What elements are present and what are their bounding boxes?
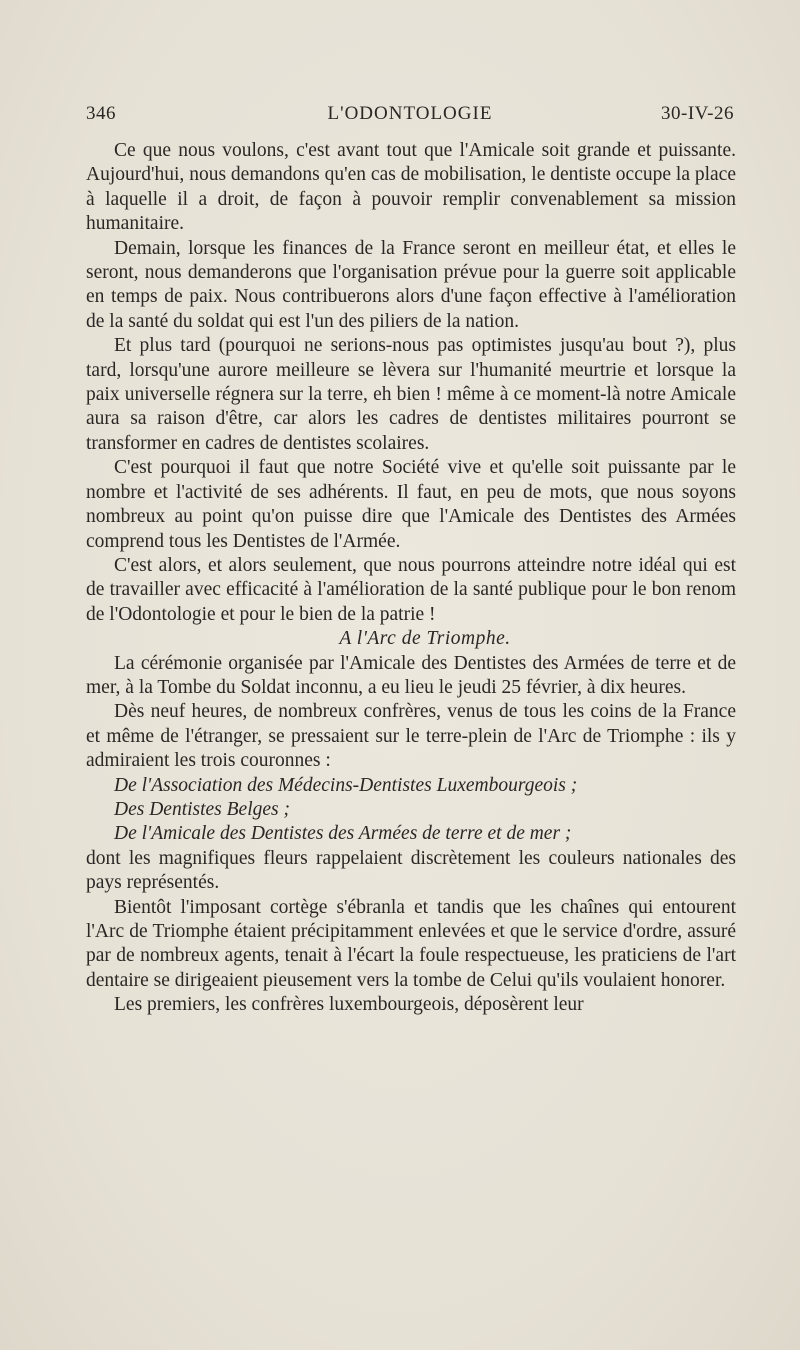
paragraph: C'est pourquoi il faut que notre Société vive et qu'elle soit puissante par le nombre et l'activité de ses adhérents. Il faut, en peu de mots, que nous soyons nombreux au point qu'on puisse dire que l'Amicale des Dentistes des Armées comprend tous les Dentistes de l'Armée.: [86, 457, 736, 552]
section-heading: A l'Arc de Triomphe.: [339, 628, 511, 650]
page-number: 346: [86, 103, 116, 124]
wreath-dedication: Des Dentistes Belges ;: [114, 798, 290, 820]
paragraph: Et plus tard (pourquoi ne serions-nous pas optimistes jusqu'au bout ?), plus tard, lorsqu'une aurore meilleure se lèvera sur l'humanité meurtrie et lorsque la paix universelle régnera sur la terre, eh bien ! même à ce moment-là notre Amicale aura sa raison d'être, car alors les cadres de dentistes militaires pourront se transformer en cadres de dentistes scolaires.: [86, 335, 736, 454]
issue-date: 30-IV-26: [661, 103, 734, 124]
paragraph: C'est alors, et alors seulement, que nous pourrons atteindre notre idéal qui est de travailler avec efficacité à l'amélioration de la santé publique pour le bon renom de l'Odontologie et pour le bien de la patrie !: [86, 554, 736, 625]
paragraph-continuation: dont les magnifiques fleurs rappelaient discrètement les couleurs nationales des pays représentés.: [86, 847, 736, 894]
paragraph: Les premiers, les confrères luxembourgeois, déposèrent leur: [114, 994, 584, 1016]
paragraph: Demain, lorsque les finances de la France seront en meilleur état, et elles le seront, nous demanderons que l'organisation prévue pour la guerre soit applicable en temps de paix. Nous contribuerons alors d'une façon effective à l'amélioration de la santé du soldat qui est l'un des piliers de la nation.: [86, 237, 736, 332]
paragraph: Bientôt l'imposant cortège s'ébranla et tandis que les chaînes qui entourent l'Arc de Triomphe étaient précipitamment enlevées et que le service d'ordre, assuré par de nombreux agents, tenait à l'écart la foule respectueuse, les praticiens de l'art dentaire se dirigeaient pieusement vers la tombe de Celui qu'ils voulaient honorer.: [86, 896, 736, 991]
journal-title: L'ODONTOLOGIE: [327, 103, 493, 124]
paragraph: Dès neuf heures, de nombreux confrères, venus de tous les coins de la France et même de l'étranger, se pressaient sur le terre-plein de l'Arc de Triomphe : ils y admiraient les trois couronnes :: [86, 701, 736, 772]
paragraph: La cérémonie organisée par l'Amicale des Dentistes des Armées de terre et de mer, à la Tombe du Soldat inconnu, a eu lieu le jeudi 25 février, à dix heures.: [86, 652, 736, 698]
running-head: [86, 103, 734, 131]
wreath-dedication: De l'Amicale des Dentistes des Armées de terre et de mer ;: [114, 823, 572, 845]
paragraph: Ce que nous voulons, c'est avant tout que l'Amicale soit grande et puissante. Aujourd'hui, nous demandons qu'en cas de mobilisation, le dentiste occupe la place à laquelle il a droit, de façon à pouvoir remplir convenablement sa mission humanitaire.: [86, 140, 736, 235]
wreath-dedication: De l'Association des Médecins-Dentistes Luxembourgeois ;: [114, 774, 578, 796]
article-body: [86, 139, 736, 1018]
